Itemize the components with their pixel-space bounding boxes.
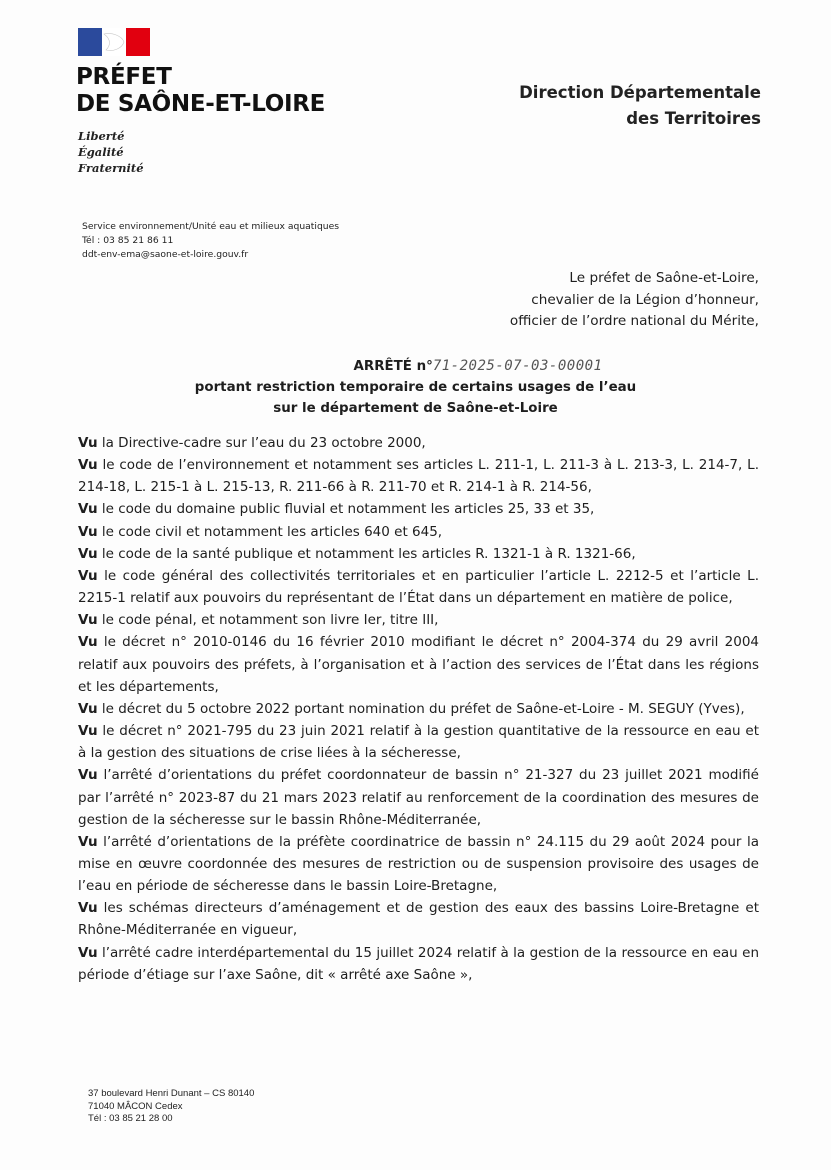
prefet-line2: chevalier de la Légion d’honneur, [531, 291, 759, 308]
vu-text: la Directive-cadre sur l’eau du 23 octobre 2000, [97, 435, 426, 451]
motto-fraternite: Fraternité [78, 161, 144, 175]
vu-item [78, 432, 759, 454]
vu-keyword: Vu [78, 501, 98, 518]
vu-item [78, 454, 759, 498]
vu-text: le code général des collectivités territoriales et en particulier l’article L. 2212-5 et l’article L. 2215-1 relatif aux pouvoirs du représentant de l’État dans un département en matière de police, [78, 567, 759, 607]
vu-text: le code de l’environnement et notamment ses articles L. 211-1, L. 211-3 à L. 213-3, L. 214-7, L. 214-18, L. 215-1 à L. 215-13, R. 211-66 à R. 211-70 et R. 214-1 à R. 214-56, [78, 457, 759, 496]
vu-text: l’arrêté d’orientations de la préfète coordinatrice de bassin n° 24.115 du 29 août 2024 pour la mise en œuvre coordonnée des mesures de restriction ou de suspension provisoire des usages de l’eau en période de sécheresse dans le bassin Loire-Bretagne, [78, 833, 759, 895]
vu-keyword: Vu [78, 833, 98, 850]
arrete-subtitle1: portant restriction temporaire de certains usages de l’eau [194, 380, 637, 395]
vu-keyword: Vu [78, 545, 98, 562]
prefecture-title [76, 64, 325, 118]
vu-item [78, 831, 759, 897]
vu-keyword: Vu [78, 634, 98, 651]
republic-motto [78, 128, 144, 176]
vu-item [78, 720, 759, 764]
vu-keyword: Vu [78, 723, 98, 740]
marianne-logo-icon [78, 28, 150, 56]
arrete-number-line [0, 356, 831, 377]
prefecture-title-line1: PRÉFET [76, 64, 172, 90]
vu-text: le décret n° 2010-0146 du 16 février 2010 modifiant le décret n° 2004-374 du 29 avril 2004 relatif aux pouvoirs des préfets, à l’organisation et à l’action des services de l’État dans les régions et les départements, [78, 634, 759, 695]
prefecture-title-line2: DE SAÔNE-ET-LOIRE [76, 91, 326, 117]
vu-text: l’arrêté cadre interdépartemental du 15 juillet 2024 relatif à la gestion de la ressource en eau en période d’étiage sur l’axe Saône, dit « arrêté axe Saône », [78, 944, 759, 983]
vu-item [78, 543, 759, 565]
vu-text: le code civil et notamment les articles 640 et 645, [97, 523, 443, 540]
vu-text: le décret n° 2021-795 du 23 juin 2021 relatif à la gestion quantitative de la ressource en eau et à la gestion des situations de crise liées à la sécheresse, [78, 723, 759, 762]
vu-text: le code du domaine public fluvial et notamment les articles 25, 33 et 35, [97, 501, 595, 518]
vu-text: les schémas directeurs d’aménagement et de gestion des eaux des bassins Loire-Bretagne et Rhône-Méditerranée en vigueur, [78, 900, 759, 939]
motto-liberte: Liberté [78, 129, 125, 143]
vu-item [78, 698, 759, 720]
prefet-titles [510, 268, 759, 333]
footer-line1: 37 boulevard Henri Dunant – CS 80140 [88, 1088, 255, 1099]
vu-text: le code pénal, et notamment son livre Ier, titre III, [97, 612, 439, 629]
vu-keyword: Vu [78, 523, 98, 540]
vu-item [78, 942, 759, 986]
service-phone: Tél : 03 85 21 86 11 [82, 235, 174, 246]
vu-keyword: Vu [78, 457, 98, 474]
footer-address [88, 1088, 254, 1126]
vu-item [78, 498, 759, 520]
arrete-number-handwritten: 71-2025-07-03-00001 [432, 358, 603, 374]
arrete-subtitle2: sur le département de Saône-et-Loire [273, 401, 558, 416]
vu-keyword: Vu [78, 944, 98, 961]
vu-item [78, 609, 759, 631]
prefet-line3: officier de l’ordre national du Mérite, [509, 313, 759, 329]
vu-item [78, 764, 759, 830]
vu-item [78, 521, 759, 543]
motto-egalite: Égalité [78, 145, 124, 159]
arrete-title [0, 356, 831, 419]
vu-list [78, 432, 759, 986]
vu-text: le code de la santé publique et notamment les articles R. 1321-1 à R. 1321-66, [97, 545, 636, 562]
vu-text: l’arrêté d’orientations du préfet coordonnateur de bassin n° 21-327 du 23 juillet 2021 modifié par l’arrêté n° 2023-87 du 21 mars 2023 relatif au renforcement de la coordination des mesures de gestion de la sécheresse sur le bassin Rhône-Méditerranée, [78, 767, 759, 828]
direction-line2: des Territoires [626, 109, 761, 128]
direction-line1: Direction Départementale [519, 83, 761, 102]
service-email: ddt-env-ema@saone-et-loire.gouv.fr [82, 249, 249, 260]
arrete-label: ARRÊTÉ n° [353, 359, 433, 374]
service-contact [82, 220, 342, 262]
vu-item [78, 631, 759, 697]
vu-item [78, 565, 759, 609]
vu-keyword: Vu [78, 612, 98, 629]
vu-text: le décret du 5 octobre 2022 portant nomination du préfet de Saône-et-Loire - M. SEGUY (Yves), [97, 700, 745, 717]
vu-item [78, 897, 759, 941]
footer-line3: Tél : 03 85 21 28 00 [88, 1113, 173, 1124]
vu-keyword: Vu [78, 700, 98, 717]
direction-header [519, 80, 761, 132]
vu-keyword: Vu [78, 435, 98, 451]
vu-keyword: Vu [78, 900, 98, 917]
footer-line2: 71040 MÂCON Cedex [88, 1100, 183, 1112]
vu-keyword: Vu [78, 767, 98, 784]
vu-keyword: Vu [78, 567, 98, 584]
prefet-line1: Le préfet de Saône-et-Loire, [569, 270, 759, 286]
service-name: Service environnement/Unité eau et milieux aquatiques [82, 221, 340, 232]
